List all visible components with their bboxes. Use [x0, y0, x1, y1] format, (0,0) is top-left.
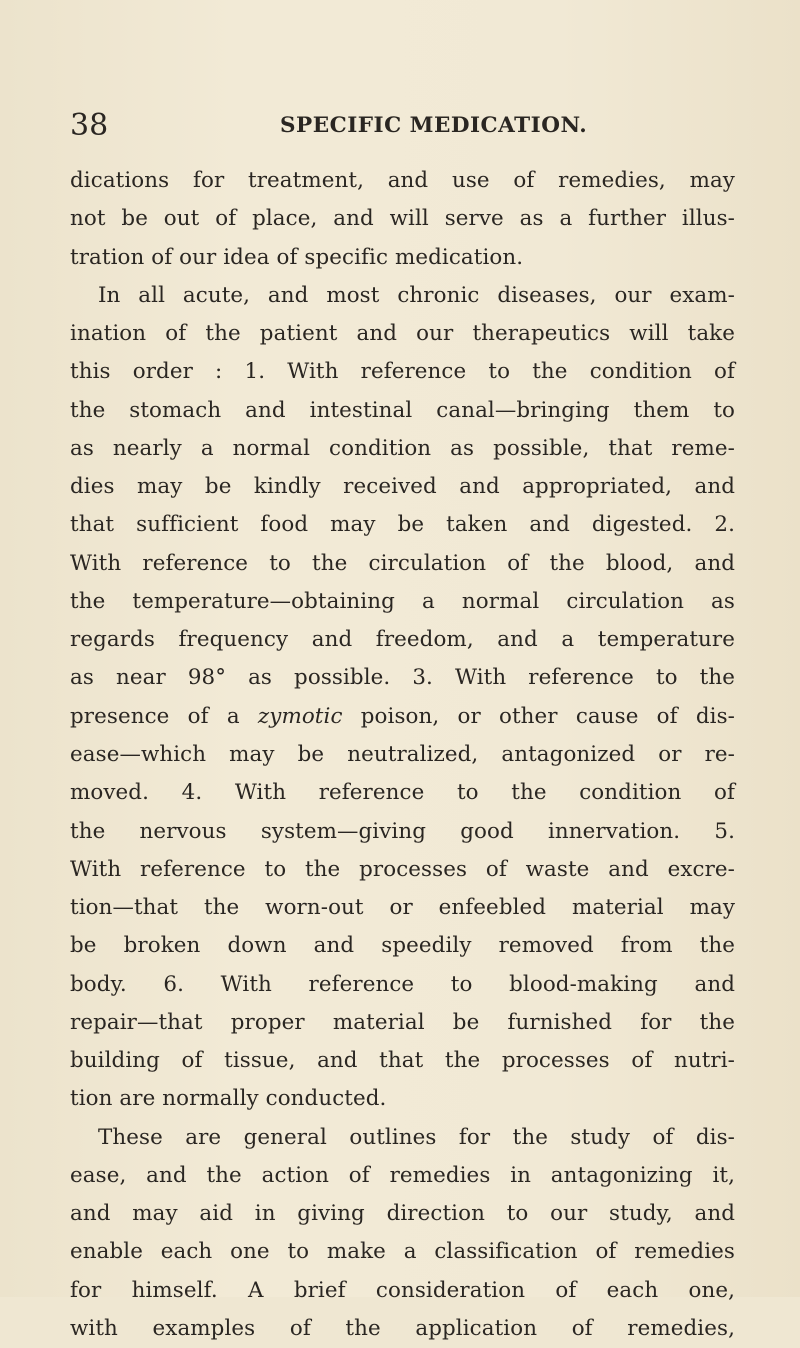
text-line: this order : 1. With reference to the condition of	[70, 359, 735, 385]
text-line: ease, and the action of remedies in antagonizing it,	[70, 1162, 735, 1188]
running-head: SPECIFIC MEDICATION.	[280, 113, 588, 138]
text-line: enable each one to make a classification of remedies	[70, 1239, 735, 1265]
text-line: the nervous system—giving good innervation. 5.	[70, 818, 735, 844]
text-line: the temperature—obtaining a normal circulation as	[70, 588, 735, 614]
text-line: dications for treatment, and use of remedies, may	[70, 168, 735, 193]
text-line: tion are normally conducted.	[70, 1086, 387, 1112]
text-line: as near 98° as possible. 3. With reference to the	[70, 665, 735, 691]
text-line: ease—which may be neutralized, antagonized or re-	[70, 741, 735, 767]
page-number: 38	[70, 108, 109, 143]
text-line: that sufficient food may be taken and digested. 2.	[70, 512, 735, 538]
text-line: not be out of place, and will serve as a further illus-	[70, 206, 735, 232]
text-line: with examples of the application of remedies,	[70, 1315, 735, 1341]
text-line: In all acute, and most chronic diseases, our exam-	[98, 282, 735, 308]
text-line: tion—that the worn-out or enfeebled material may	[70, 895, 735, 921]
text-line: as nearly a normal condition as possible, that reme-	[70, 435, 735, 461]
text-segment: presence of a	[70, 703, 240, 729]
page-header	[0, 108, 800, 148]
text-line: These are general outlines for the study of dis-	[98, 1124, 735, 1150]
text-line: ination of the patient and our therapeutics will take	[70, 321, 735, 347]
text-line: dies may be kindly received and appropriated, and	[70, 474, 735, 500]
text-line	[70, 698, 735, 736]
text-line: be broken down and speedily removed from the	[70, 933, 735, 959]
text-line: repair—that proper material be furnished for the	[70, 1009, 735, 1035]
text-line: regards frequency and freedom, and a temperature	[70, 627, 735, 653]
text-segment: poison, or other cause of dis-	[360, 703, 735, 729]
text-line: body. 6. With reference to blood-making and	[70, 971, 735, 997]
text-line: With reference to the processes of waste and excre-	[70, 856, 735, 882]
text-line: tration of our idea of specific medication.	[70, 244, 524, 270]
italic-term: zymotic	[257, 703, 343, 729]
text-line: moved. 4. With reference to the condition of	[70, 780, 735, 806]
text-line: and may aid in giving direction to our study, and	[70, 1201, 735, 1227]
text-line: building of tissue, and that the processes of nutri-	[70, 1048, 735, 1074]
text-line: the stomach and intestinal canal—bringing them to	[70, 397, 735, 423]
text-line: With reference to the circulation of the blood, and	[70, 550, 735, 576]
body-text	[70, 162, 735, 1348]
text-line: for himself. A brief consideration of each one,	[70, 1277, 735, 1303]
